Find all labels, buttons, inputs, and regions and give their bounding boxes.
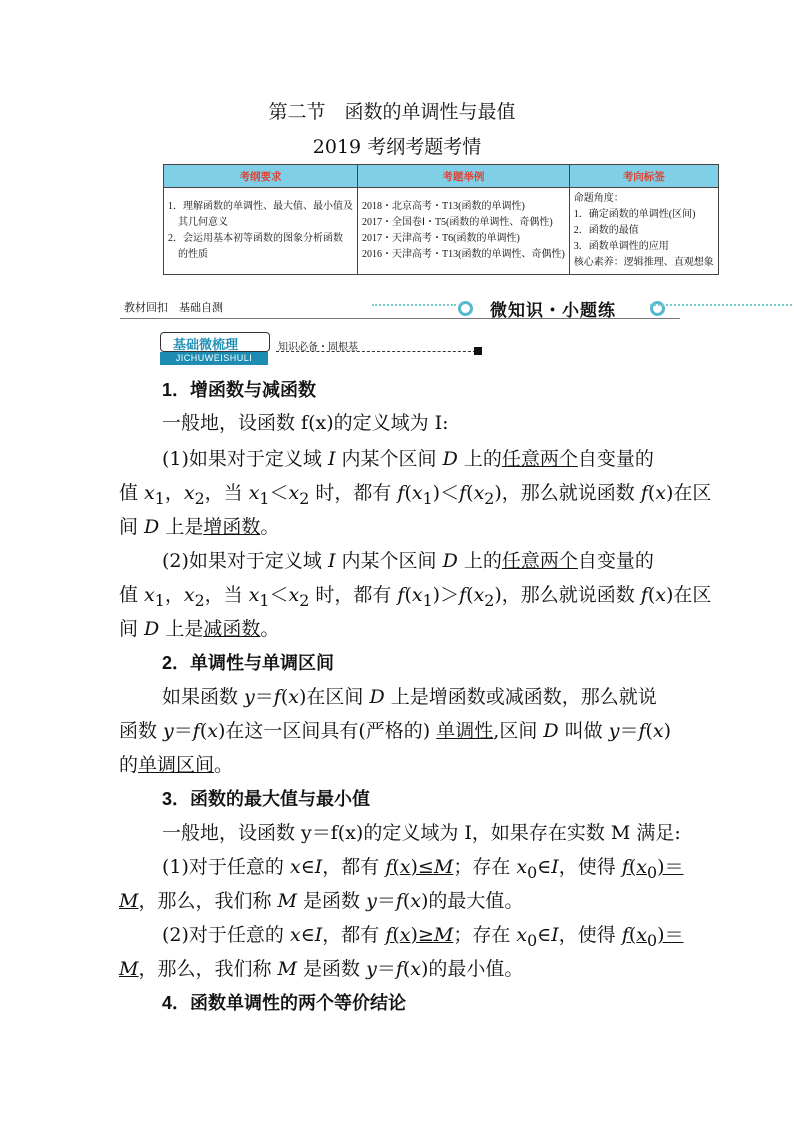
- paragraph-line: 间 D 上是增函数。: [119, 516, 280, 538]
- requirement-line: 其几何意义: [168, 217, 228, 228]
- tag-line: 核心素养：逻辑推理、直观想象: [573, 257, 714, 268]
- requirements-cell: [164, 188, 358, 275]
- subhead-cn: 基础微梳理: [173, 337, 239, 352]
- heading-1: 1．增函数与减函数: [162, 380, 317, 400]
- paragraph-3: 一般地，设函数 y＝f(x)的定义域为 I，如果存在实数 M 满足:: [162, 822, 681, 844]
- paragraph-line: 值 $x_1$，$x_2$，当 $x_1<x_2$ 时，都有 $f(x_1)>f(x_2)$，那么就说函数 f(x)在区: [119, 584, 712, 610]
- banner-dots-left: [372, 304, 456, 312]
- tags-cell: [569, 188, 718, 275]
- table-header: 考向标签: [569, 165, 718, 188]
- paragraph-line: 的单调区间。: [119, 754, 234, 776]
- banner-dots-right: [650, 304, 794, 312]
- tag-line: 2．函数的最值: [573, 225, 639, 236]
- paragraph-line: 如果函数 y＝f(x)在区间 D 上是增函数或减函数，那么就说: [162, 686, 657, 708]
- subhead-slogan: 知识必备・固根基: [278, 342, 358, 353]
- requirement-line: 2．会运用基本初等函数的图象分析函数: [168, 233, 343, 244]
- paragraph-line: M，那么，我们称 M 是函数 y＝f(x)的最小值。: [119, 958, 524, 980]
- subhead-label: [160, 332, 490, 366]
- banner-tag: 教材回扣 基础自测: [124, 302, 223, 314]
- tag-line: 1．确定函数的单调性(区间): [573, 209, 696, 220]
- page-title: 第二节 函数的单调性与最值: [268, 101, 516, 123]
- paragraph-line: 值 $x_1$，$x_2$，当 $x_1<x_2$ 时，都有 $f(x_1)<f(x_2)$，那么就说函数 f(x)在区: [119, 482, 712, 508]
- heading-4: 4．函数单调性的两个等价结论: [162, 993, 407, 1013]
- examples-cell: [358, 188, 570, 275]
- section-banner: [120, 296, 680, 322]
- tag-line: 3．函数单调性的应用: [573, 241, 669, 252]
- heading-3: 3．函数的最大值与最小值: [162, 789, 371, 809]
- example-line: 2018・北京高考・T13(函数的单调性): [362, 201, 525, 212]
- paragraph-line: 函数 y＝f(x)在这一区间具有(严格的) 单调性,区间 D 叫做 y＝f(x): [119, 720, 672, 742]
- example-line: 2017・全国卷Ⅰ・T5(函数的单调性、奇偶性): [362, 217, 553, 228]
- requirement-line: 1．理解函数的单调性、最大值、最小值及: [168, 201, 353, 212]
- heading-2: 2．单调性与单调区间: [162, 653, 335, 673]
- banner-heading: 微知识・小题练: [490, 301, 616, 320]
- paragraph-line: (1)对于任意的 x∈I，都有 f(x)≤M；存在 $x_0\in I$，使得 $f(x_0)=$: [162, 856, 684, 882]
- paragraph-line: M，那么，我们称 M 是函数 y＝f(x)的最大值。: [119, 890, 524, 912]
- requirement-line: 的性质: [168, 249, 208, 260]
- banner-rule: [120, 318, 680, 319]
- page-subtitle: 2019 考纲考题考情: [312, 136, 482, 158]
- example-line: 2016・天津高考・T13(函数的单调性、奇偶性): [362, 249, 565, 260]
- table-header: 考题举例: [358, 165, 570, 188]
- paragraph-line: (2)如果对于定义域 I 内某个区间 D 上的任意两个自变量的: [162, 550, 654, 572]
- paragraph-line: (2)对于任意的 x∈I，都有 f(x)≥M；存在 $x_0\in I$，使得 $f(x_0)=$: [162, 924, 684, 950]
- example-line: 2017・天津高考・T6(函数的单调性): [362, 233, 520, 244]
- paragraph-line: (1)如果对于定义域 I 内某个区间 D 上的任意两个自变量的: [162, 448, 654, 470]
- paragraph-1: 一般地，设函数 f(x)的定义域为 I:: [162, 412, 449, 434]
- paragraph-line: 间 D 上是减函数。: [119, 618, 280, 640]
- subhead-dash-line: [276, 351, 476, 352]
- ring-icon: [458, 301, 473, 316]
- tag-line: 命题角度：: [573, 193, 624, 204]
- square-icon: [474, 347, 482, 355]
- subhead-en: JICHUWEISHULI: [160, 352, 268, 365]
- table-header: 考纲要求: [164, 165, 358, 188]
- subhead-box: [160, 332, 270, 352]
- exam-info-table: [163, 164, 719, 275]
